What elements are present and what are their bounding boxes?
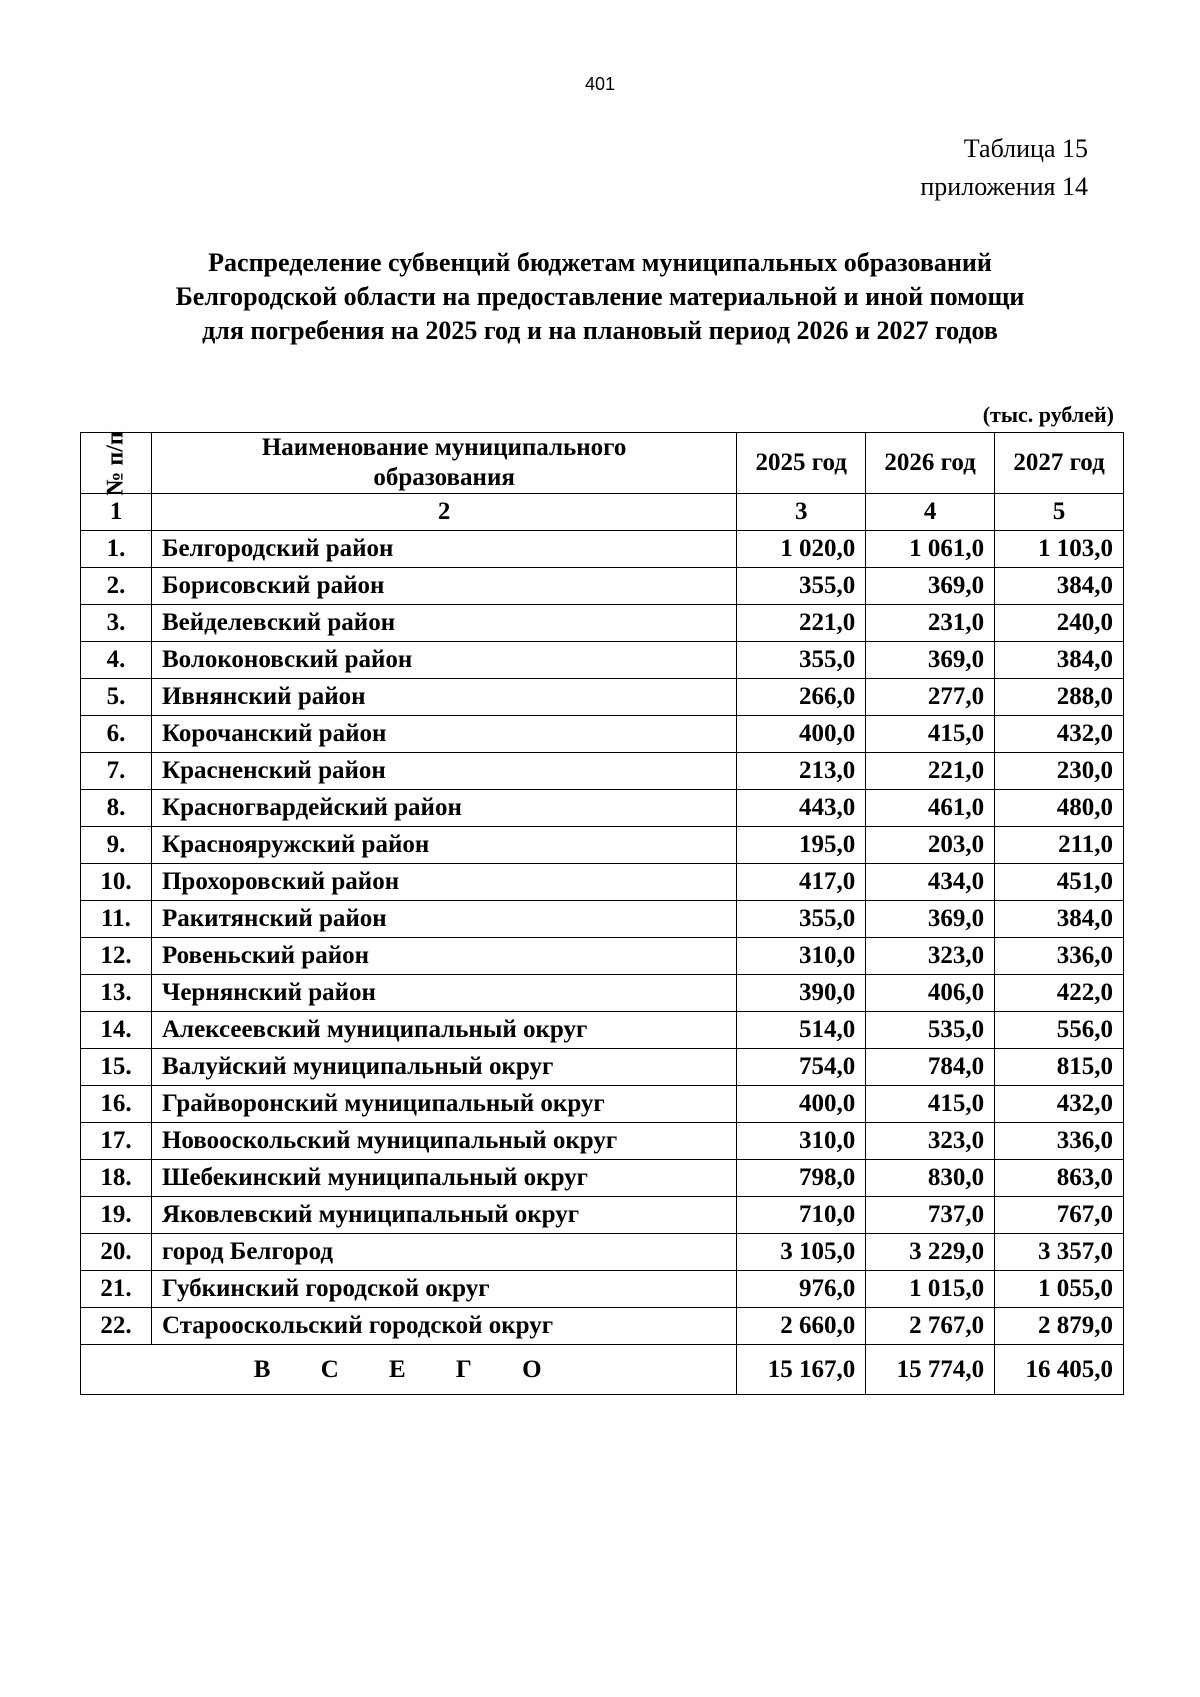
municipality-name: город Белгород bbox=[151, 1234, 736, 1271]
value-2026: 535,0 bbox=[866, 1012, 995, 1049]
value-2026: 737,0 bbox=[866, 1197, 995, 1234]
header-2025: 2025 год bbox=[737, 433, 866, 494]
table-body bbox=[81, 531, 1124, 1345]
table-row bbox=[81, 1271, 1124, 1308]
value-2025: 754,0 bbox=[737, 1049, 866, 1086]
value-2027: 384,0 bbox=[995, 642, 1124, 679]
value-2026: 3 229,0 bbox=[866, 1234, 995, 1271]
table-row bbox=[81, 1123, 1124, 1160]
value-2025: 3 105,0 bbox=[737, 1234, 866, 1271]
value-2027: 2 879,0 bbox=[995, 1308, 1124, 1345]
table-row bbox=[81, 827, 1124, 864]
row-number: 21. bbox=[81, 1271, 152, 1308]
column-index-row bbox=[81, 494, 1124, 531]
total-2025: 15 167,0 bbox=[737, 1345, 866, 1395]
header-num-text: № п/п bbox=[102, 431, 129, 496]
value-2025: 798,0 bbox=[737, 1160, 866, 1197]
value-2025: 390,0 bbox=[737, 975, 866, 1012]
row-number: 3. bbox=[81, 605, 152, 642]
table-row bbox=[81, 1012, 1124, 1049]
row-number: 16. bbox=[81, 1086, 152, 1123]
value-2026: 1 015,0 bbox=[866, 1271, 995, 1308]
value-2027: 3 357,0 bbox=[995, 1234, 1124, 1271]
value-2025: 195,0 bbox=[737, 827, 866, 864]
value-2027: 230,0 bbox=[995, 753, 1124, 790]
row-number: 8. bbox=[81, 790, 152, 827]
table-row bbox=[81, 568, 1124, 605]
page-number: 401 bbox=[584, 74, 616, 94]
row-number: 13. bbox=[81, 975, 152, 1012]
municipality-name: Корочанский район bbox=[151, 716, 736, 753]
value-2026: 203,0 bbox=[866, 827, 995, 864]
table-label-line1: Таблица 15 bbox=[963, 134, 1088, 163]
header-2027: 2027 год bbox=[995, 433, 1124, 494]
municipality-name: Алексеевский муниципальный округ bbox=[151, 1012, 736, 1049]
value-2026: 369,0 bbox=[866, 642, 995, 679]
column-index: 1 bbox=[81, 494, 152, 531]
table-row bbox=[81, 642, 1124, 679]
value-2027: 336,0 bbox=[995, 1123, 1124, 1160]
row-number: 10. bbox=[81, 864, 152, 901]
municipality-name: Шебекинский муниципальный округ bbox=[151, 1160, 736, 1197]
header-num bbox=[81, 433, 152, 494]
municipality-name: Валуйский муниципальный округ bbox=[151, 1049, 736, 1086]
row-number: 5. bbox=[81, 679, 152, 716]
row-number: 17. bbox=[81, 1123, 152, 1160]
municipality-name: Прохоровский район bbox=[151, 864, 736, 901]
value-2027: 451,0 bbox=[995, 864, 1124, 901]
table-row bbox=[81, 679, 1124, 716]
value-2026: 323,0 bbox=[866, 1123, 995, 1160]
value-2025: 2 660,0 bbox=[737, 1308, 866, 1345]
value-2025: 221,0 bbox=[737, 605, 866, 642]
document-title bbox=[0, 246, 1200, 348]
value-2026: 415,0 bbox=[866, 716, 995, 753]
value-2025: 266,0 bbox=[737, 679, 866, 716]
total-label: В С Е Г О bbox=[81, 1345, 737, 1395]
municipality-name: Вейделевский район bbox=[151, 605, 736, 642]
column-index: 5 bbox=[995, 494, 1124, 531]
value-2026: 1 061,0 bbox=[866, 531, 995, 568]
municipality-name: Губкинский городской округ bbox=[151, 1271, 736, 1308]
column-index: 2 bbox=[151, 494, 736, 531]
table-row bbox=[81, 864, 1124, 901]
table-label-line2: приложения 14 bbox=[920, 172, 1088, 201]
value-2025: 400,0 bbox=[737, 1086, 866, 1123]
value-2027: 815,0 bbox=[995, 1049, 1124, 1086]
value-2025: 710,0 bbox=[737, 1197, 866, 1234]
header-row bbox=[81, 433, 1124, 494]
header-name-line2: образования bbox=[373, 464, 515, 491]
table-row bbox=[81, 1308, 1124, 1345]
municipality-name: Чернянский район bbox=[151, 975, 736, 1012]
value-2025: 310,0 bbox=[737, 938, 866, 975]
value-2027: 211,0 bbox=[995, 827, 1124, 864]
value-2027: 556,0 bbox=[995, 1012, 1124, 1049]
municipality-name: Ровеньский район bbox=[151, 938, 736, 975]
row-number: 4. bbox=[81, 642, 152, 679]
title-line2: Белгородской области на предоставление материальной и иной помощи bbox=[175, 282, 1025, 311]
column-index: 4 bbox=[866, 494, 995, 531]
value-2027: 432,0 bbox=[995, 716, 1124, 753]
municipality-name: Новооскольский муниципальный округ bbox=[151, 1123, 736, 1160]
value-2026: 830,0 bbox=[866, 1160, 995, 1197]
row-number: 22. bbox=[81, 1308, 152, 1345]
total-row bbox=[81, 1345, 1124, 1395]
value-2026: 277,0 bbox=[866, 679, 995, 716]
row-number: 12. bbox=[81, 938, 152, 975]
row-number: 6. bbox=[81, 716, 152, 753]
table-row bbox=[81, 938, 1124, 975]
municipality-name: Красногвардейский район bbox=[151, 790, 736, 827]
title-line3: для погребения на 2025 год и на плановый период 2026 и 2027 годов bbox=[202, 316, 998, 345]
value-2026: 461,0 bbox=[866, 790, 995, 827]
header-name-line1: Наименование муниципального bbox=[261, 434, 627, 461]
municipality-name: Ракитянский район bbox=[151, 901, 736, 938]
table-row bbox=[81, 753, 1124, 790]
row-number: 19. bbox=[81, 1197, 152, 1234]
value-2026: 415,0 bbox=[866, 1086, 995, 1123]
value-2026: 369,0 bbox=[866, 901, 995, 938]
value-2027: 863,0 bbox=[995, 1160, 1124, 1197]
value-2025: 213,0 bbox=[737, 753, 866, 790]
value-2027: 480,0 bbox=[995, 790, 1124, 827]
value-2026: 221,0 bbox=[866, 753, 995, 790]
value-2027: 240,0 bbox=[995, 605, 1124, 642]
value-2025: 355,0 bbox=[737, 568, 866, 605]
municipality-name: Борисовский район bbox=[151, 568, 736, 605]
table-row bbox=[81, 531, 1124, 568]
table-row bbox=[81, 1049, 1124, 1086]
value-2026: 406,0 bbox=[866, 975, 995, 1012]
row-number: 2. bbox=[81, 568, 152, 605]
municipality-name: Красненский район bbox=[151, 753, 736, 790]
row-number: 20. bbox=[81, 1234, 152, 1271]
value-2025: 400,0 bbox=[737, 716, 866, 753]
value-2027: 767,0 bbox=[995, 1197, 1124, 1234]
municipality-name: Старооскольский городской округ bbox=[151, 1308, 736, 1345]
value-2025: 443,0 bbox=[737, 790, 866, 827]
value-2027: 1 055,0 bbox=[995, 1271, 1124, 1308]
row-number: 11. bbox=[81, 901, 152, 938]
table-label bbox=[920, 130, 1088, 206]
municipality-name: Белгородский район bbox=[151, 531, 736, 568]
value-2026: 2 767,0 bbox=[866, 1308, 995, 1345]
row-number: 15. bbox=[81, 1049, 152, 1086]
value-2025: 310,0 bbox=[737, 1123, 866, 1160]
row-number: 1. bbox=[81, 531, 152, 568]
value-2025: 355,0 bbox=[737, 642, 866, 679]
municipality-name: Грайворонский муниципальный округ bbox=[151, 1086, 736, 1123]
row-number: 18. bbox=[81, 1160, 152, 1197]
value-2027: 1 103,0 bbox=[995, 531, 1124, 568]
table-row bbox=[81, 716, 1124, 753]
table-row bbox=[81, 1160, 1124, 1197]
title-line1: Распределение субвенций бюджетам муниципальных образований bbox=[208, 248, 992, 277]
value-2025: 514,0 bbox=[737, 1012, 866, 1049]
table-row bbox=[81, 1197, 1124, 1234]
municipality-name: Волоконовский район bbox=[151, 642, 736, 679]
value-2027: 336,0 bbox=[995, 938, 1124, 975]
total-2026: 15 774,0 bbox=[866, 1345, 995, 1395]
units-label: (тыс. рублей) bbox=[982, 402, 1114, 427]
municipality-name: Ивнянский район bbox=[151, 679, 736, 716]
value-2026: 434,0 bbox=[866, 864, 995, 901]
value-2025: 417,0 bbox=[737, 864, 866, 901]
table-row bbox=[81, 901, 1124, 938]
municipality-name: Краснояружский район bbox=[151, 827, 736, 864]
value-2027: 384,0 bbox=[995, 901, 1124, 938]
value-2025: 976,0 bbox=[737, 1271, 866, 1308]
value-2027: 384,0 bbox=[995, 568, 1124, 605]
row-number: 7. bbox=[81, 753, 152, 790]
header-2026: 2026 год bbox=[866, 433, 995, 494]
table-row bbox=[81, 1086, 1124, 1123]
value-2026: 323,0 bbox=[866, 938, 995, 975]
subvention-table bbox=[80, 432, 1124, 1395]
table-row bbox=[81, 975, 1124, 1012]
municipality-name: Яковлевский муниципальный округ bbox=[151, 1197, 736, 1234]
value-2027: 422,0 bbox=[995, 975, 1124, 1012]
column-index: 3 bbox=[737, 494, 866, 531]
header-name bbox=[151, 433, 736, 494]
value-2027: 288,0 bbox=[995, 679, 1124, 716]
total-2027: 16 405,0 bbox=[995, 1345, 1124, 1395]
value-2025: 1 020,0 bbox=[737, 531, 866, 568]
row-number: 14. bbox=[81, 1012, 152, 1049]
table-row bbox=[81, 1234, 1124, 1271]
value-2026: 784,0 bbox=[866, 1049, 995, 1086]
table-row bbox=[81, 605, 1124, 642]
table-row bbox=[81, 790, 1124, 827]
value-2027: 432,0 bbox=[995, 1086, 1124, 1123]
value-2026: 369,0 bbox=[866, 568, 995, 605]
value-2025: 355,0 bbox=[737, 901, 866, 938]
value-2026: 231,0 bbox=[866, 605, 995, 642]
row-number: 9. bbox=[81, 827, 152, 864]
